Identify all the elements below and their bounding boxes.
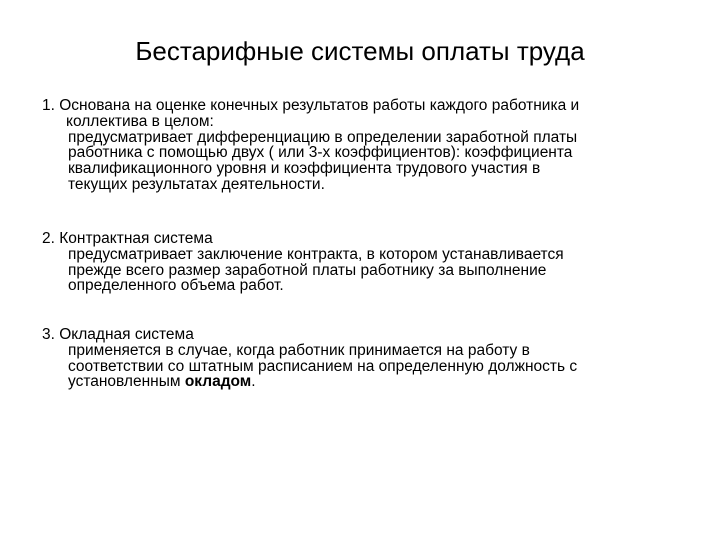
item-2-body-line: прежде всего размер заработной платы работнику за выполнение — [68, 261, 547, 279]
item-3 — [42, 327, 692, 390]
item-1-body-line: текущих результатах деятельности. — [68, 175, 325, 193]
slide-title: Бестарифные системы оплаты труда — [135, 36, 585, 66]
item-2-body-line: определенного объема работ. — [68, 277, 284, 295]
item-3-last-suffix: . — [251, 373, 256, 391]
item-3-body-line: применяется в случае, когда работник принимается на работу в — [68, 341, 530, 359]
item-3-body-line: соответствии со штатным расписанием на определенную должность с — [68, 357, 578, 375]
item-2 — [42, 231, 692, 294]
item-1-body-line: предусматривает дифференциацию в определении заработной платы — [68, 128, 578, 146]
item-1-heading-line-2: коллектива в целом: — [66, 112, 214, 130]
item-1-heading-line-1: 1. Основана на оценке конечных результатов работы каждого работника и — [42, 97, 580, 114]
item-1 — [42, 98, 692, 193]
item-3-bold-term: окладом — [184, 373, 252, 391]
item-2-body-line: предусматривает заключение контракта, в котором устанавливается — [68, 245, 564, 263]
item-1-body-line: квалификационного уровня и коэффициента трудового участия в — [68, 160, 541, 178]
item-1-body-line: работника с помощью двух ( или 3-х коэффициентов): коэффициента — [68, 144, 573, 162]
item-2-heading: 2. Контрактная система — [42, 230, 213, 247]
item-3-last-prefix: установленным — [68, 373, 185, 391]
item-3-heading: 3. Окладная система — [42, 326, 194, 343]
item-3-body-line-last — [42, 374, 692, 390]
